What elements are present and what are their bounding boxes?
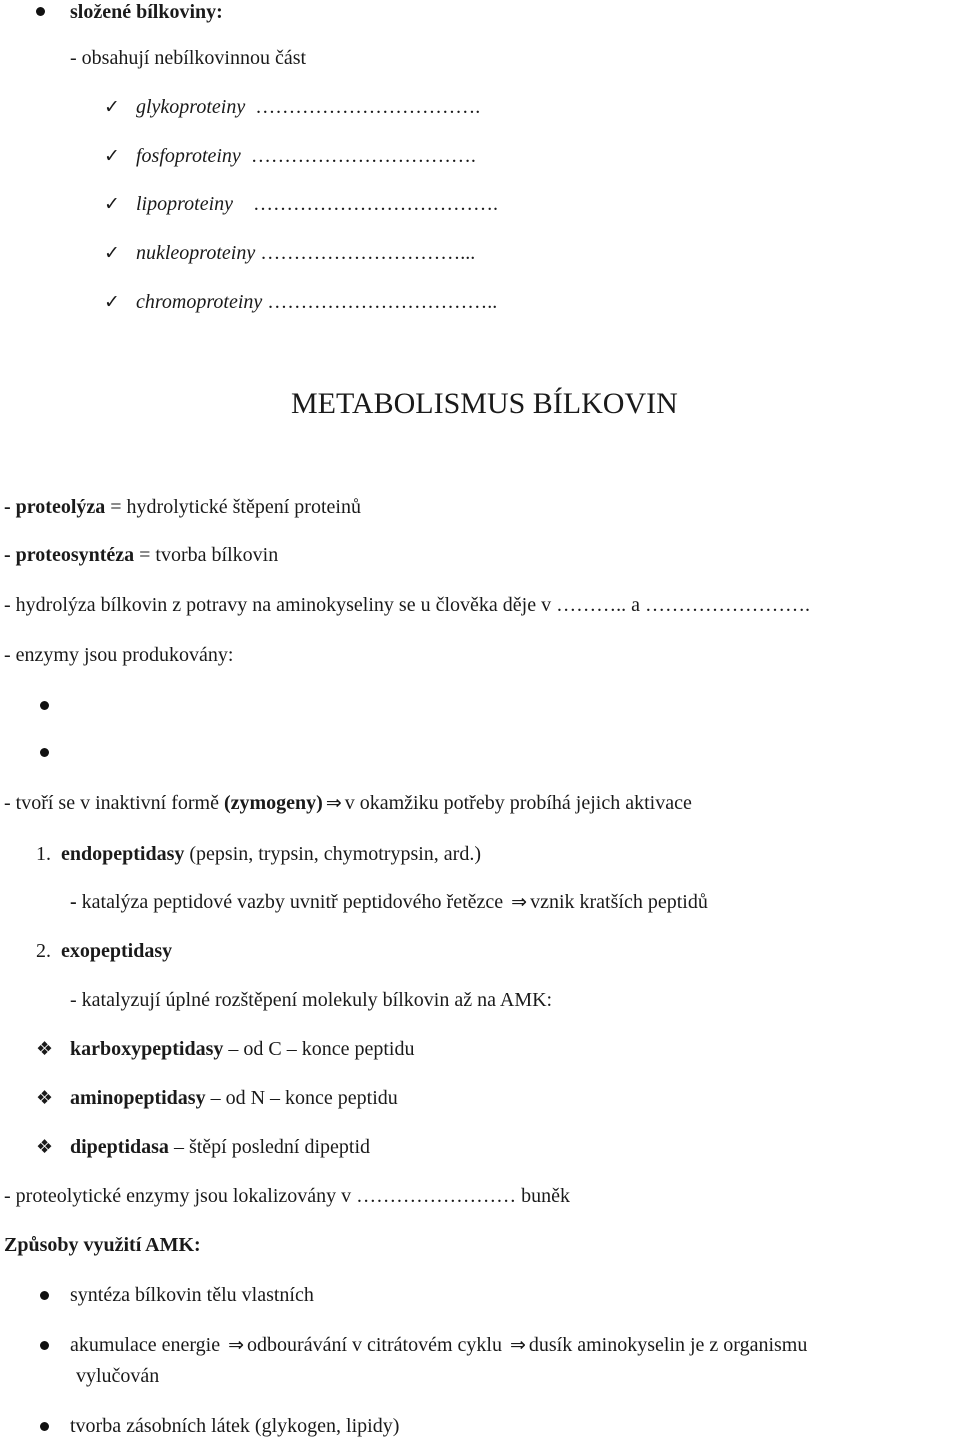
list-item: chromoproteiny …………………………….. <box>136 291 498 313</box>
enzymes-line: - enzymy jsou produkovány: <box>4 644 234 666</box>
proteosynteza-definition: - proteosyntéza = tvorba bílkovin <box>4 544 279 566</box>
list-item: akumulace energie ⇒ odbourávání v citrátovém cyklu ⇒ dusík aminokyselin je z organismu <box>70 1334 808 1356</box>
diamond-icon: ❖ <box>36 1038 54 1060</box>
check-icon: ✓ <box>104 193 120 215</box>
complex-proteins-heading: složené bílkoviny: <box>70 1 223 23</box>
check-icon: ✓ <box>104 96 120 118</box>
page-title: METABOLISMUS BÍLKOVIN <box>291 387 678 420</box>
list-item: karboxypeptidasy – od C – konce peptidu <box>70 1038 415 1060</box>
check-icon: ✓ <box>104 145 120 167</box>
bullet-icon <box>40 1422 49 1431</box>
diamond-icon: ❖ <box>36 1087 54 1109</box>
check-icon: ✓ <box>104 242 120 264</box>
implies-arrow-icon: ⇒ <box>511 891 528 913</box>
list-item: aminopeptidasy – od N – konce peptidu <box>70 1087 398 1109</box>
bullet-icon <box>40 1341 49 1350</box>
exopeptidasy-description: - katalyzují úplné rozštěpení molekuly bílkovin až na AMK: <box>70 989 553 1011</box>
diamond-icon: ❖ <box>36 1136 54 1158</box>
exopeptidasy-line: 2. exopeptidasy <box>36 940 173 962</box>
hydrolyza-line: - hydrolýza bílkovin z potravy na aminokyseliny se u člověka děje v ……….. a ……………………. <box>4 594 810 616</box>
bullet-icon <box>36 7 45 16</box>
endopeptidasy-description: - katalýza peptidové vazby uvnitř peptidového řetězce ⇒ vznik kratších peptidů <box>70 891 708 913</box>
list-item: nukleoproteiny …………………………... <box>136 242 476 264</box>
bullet-icon <box>40 1291 49 1300</box>
localization-line: - proteolytické enzymy jsou lokalizovány v …………………… buněk <box>4 1185 571 1207</box>
uses-heading: Způsoby využití AMK: <box>4 1234 201 1256</box>
list-item: tvorba zásobních látek (glykogen, lipidy) <box>70 1415 400 1437</box>
check-icon: ✓ <box>104 291 120 313</box>
list-item: lipoproteiny ………………………………. <box>136 193 499 215</box>
list-item: dipeptidasa – štěpí poslední dipeptid <box>70 1136 371 1158</box>
zymogen-line: - tvoří se v inaktivní formě (zymogeny) ⇒ v okamžiku potřeby probíhá jejich aktivace <box>4 792 692 814</box>
complex-proteins-subline: - obsahují nebílkovinnou část <box>70 47 307 69</box>
list-item-continuation: vylučován <box>76 1365 160 1387</box>
list-item: syntéza bílkovin tělu vlastních <box>70 1284 314 1306</box>
implies-arrow-icon: ⇒ <box>228 1334 245 1356</box>
implies-arrow-icon: ⇒ <box>509 1334 526 1356</box>
endopeptidasy-line: 1. endopeptidasy (pepsin, trypsin, chymotrypsin, ard.) <box>36 843 481 865</box>
list-item: glykoproteiny ……………………………. <box>136 96 481 118</box>
bullet-icon <box>40 701 49 710</box>
bullet-icon <box>40 748 49 757</box>
implies-arrow-icon: ⇒ <box>325 792 342 814</box>
proteolyza-definition: - proteolýza = hydrolytické štěpení proteinů <box>4 496 361 518</box>
list-item: fosfoproteiny ……………………………. <box>136 145 476 167</box>
